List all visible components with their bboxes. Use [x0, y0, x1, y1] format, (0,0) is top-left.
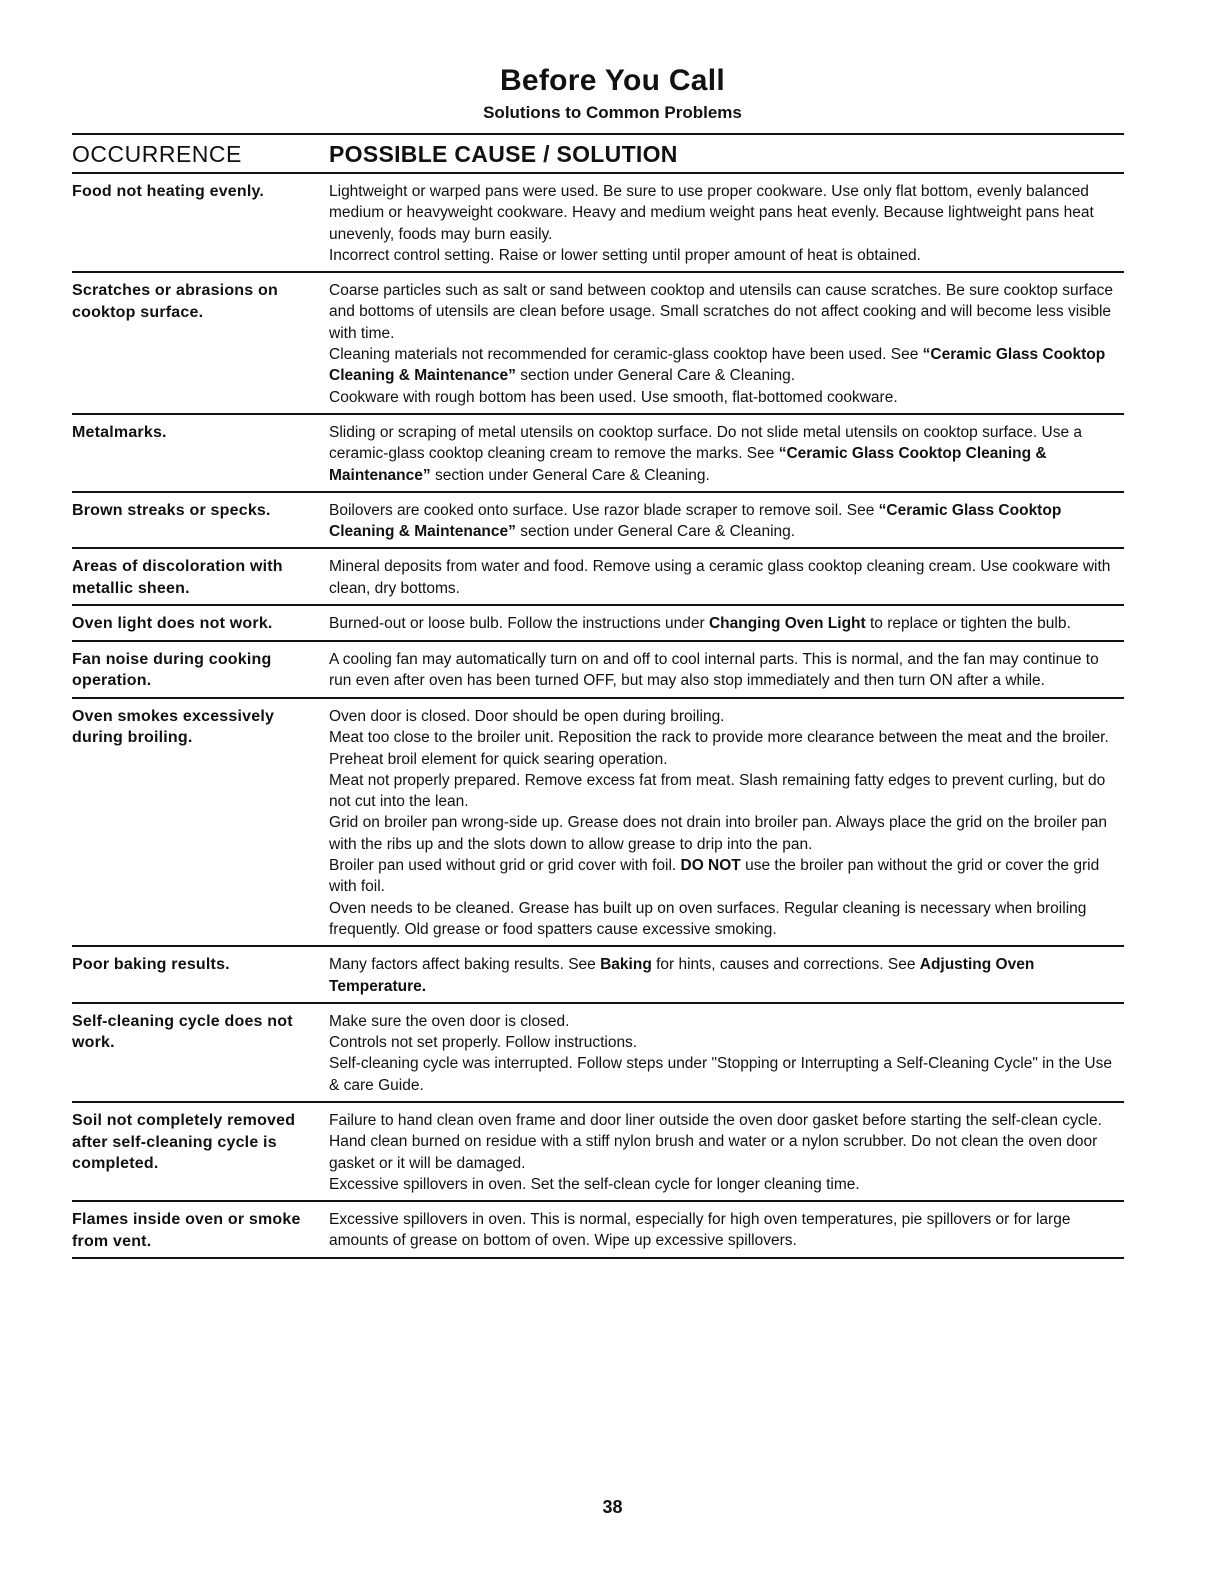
table-row: [72, 945, 1124, 1002]
solution-cell: [329, 613, 1124, 635]
solution-text: Grid on broiler pan wrong-side up. Grease does not drain into broiler pan. Always place the grid on the broiler pan with the ribs up and the slots down to allow grease to drip into the pan.: [329, 814, 1108, 853]
solution-text: Self-cleaning cycle was interrupted. Follow steps under "Stopping or Interrupting a Self-Cleaning Cycle" in the Use & care Guide.: [329, 1055, 1112, 1094]
solution-paragraph: [329, 1011, 1124, 1032]
top-divider: [72, 133, 1124, 135]
solution-text: section under General Care & Cleaning.: [515, 367, 796, 385]
solution-paragraph: [329, 613, 1124, 634]
solution-cell: [329, 181, 1124, 266]
solution-emphasis: “Ceramic Glass Cooktop Cleaning & Maintenance”: [329, 501, 1062, 541]
occurrence-cell: Flames inside oven or smoke from vent.: [72, 1211, 301, 1250]
solution-text: Oven needs to be cleaned. Grease has built up on oven surfaces. Regular cleaning is necessary when broiling frequently. Old grease or food spatters cause excessive smoking.: [329, 899, 1087, 938]
occurrence-cell: Scratches or abrasions on cooktop surface.: [72, 282, 278, 321]
solution-text: for hints, causes and corrections. See: [651, 956, 920, 974]
solution-emphasis: Changing Oven Light: [708, 615, 866, 633]
table-row: [72, 491, 1124, 548]
column-headers: [72, 141, 1124, 173]
occurrence-cell: Food not heating evenly.: [72, 183, 265, 200]
solution-emphasis: DO NOT: [680, 857, 741, 875]
solution-cell: [329, 706, 1124, 940]
solution-paragraph: [329, 280, 1124, 344]
solution-text: Broiler pan used without grid or grid cover with foil.: [329, 857, 681, 875]
solution-paragraph: [329, 500, 1124, 543]
solution-paragraph: [329, 706, 1124, 727]
solution-cell: [329, 954, 1124, 997]
occurrence-cell: Fan noise during cooking operation.: [72, 650, 272, 690]
solution-text: Incorrect control setting. Raise or lower setting until proper amount of heat is obtained.: [329, 246, 921, 264]
solution-text: Meat too close to the broiler unit. Reposition the rack to provide more clearance between the meat and the broiler. Preheat broil element for quick searing operation.: [329, 729, 1109, 768]
solution-paragraph: [329, 855, 1124, 898]
solution-cell: [329, 649, 1124, 692]
table-row: [72, 413, 1124, 491]
solution-text: Excessive spillovers in oven. This is normal, especially for high oven temperatures, pie spillovers or for large amounts of grease on bottom of oven. Wipe up excessive spillovers.: [329, 1211, 1071, 1250]
table-row: [72, 640, 1124, 697]
table-row: [72, 604, 1124, 640]
solution-text: use the broiler pan without the grid or cover the grid with foil.: [329, 857, 1100, 896]
solution-paragraph: [329, 556, 1124, 599]
solution-text: Make sure the oven door is closed.: [329, 1012, 570, 1030]
solution-cell: [329, 500, 1124, 543]
solution-text: to replace or tighten the bulb.: [865, 615, 1071, 633]
solution-text: A cooling fan may automatically turn on and off to cool internal parts. This is normal, and the fan may continue to run even after oven has been turned OFF, but may also stop immediately and then turn ON after a while.: [329, 650, 1099, 690]
solution-emphasis: Adjusting Oven Temperature.: [329, 956, 1035, 995]
troubleshooting-table: [72, 172, 1124, 1259]
solution-column-header: POSSIBLE CAUSE / SOLUTION: [329, 141, 678, 167]
table-row: [72, 1101, 1124, 1200]
table-row: [72, 697, 1124, 945]
occurrence-cell: Oven light does not work.: [72, 615, 273, 633]
solution-text: Burned-out or loose bulb. Follow the instructions under: [329, 615, 709, 633]
solution-paragraph: [329, 1053, 1124, 1096]
table-row: [72, 547, 1124, 604]
page-subtitle: Solutions to Common Problems: [483, 103, 742, 122]
solution-text: section under General Care & Cleaning.: [515, 523, 796, 541]
solution-cell: [329, 280, 1124, 408]
page-number: 38: [602, 1497, 623, 1517]
solution-emphasis: “Ceramic Glass Cooktop Cleaning & Maintenance”: [329, 346, 1106, 385]
occurrence-column-header: OCCURRENCE: [72, 141, 242, 167]
solution-paragraph: [329, 812, 1124, 855]
solution-cell: [329, 1110, 1124, 1195]
solution-cell: [329, 1209, 1124, 1252]
solution-emphasis: “Ceramic Glass Cooktop Cleaning & Maintenance”: [329, 445, 1047, 484]
solution-paragraph: [329, 422, 1124, 486]
occurrence-cell: Poor baking results.: [72, 956, 230, 974]
solution-paragraph: [329, 954, 1124, 997]
solution-text: Many factors affect baking results. See: [329, 956, 601, 974]
solution-paragraph: [329, 1110, 1124, 1174]
solution-paragraph: [329, 181, 1124, 245]
solution-cell: [329, 422, 1124, 486]
table-row: [72, 271, 1124, 413]
solution-cell: [329, 1011, 1124, 1096]
occurrence-cell: Metalmarks.: [72, 423, 167, 441]
solution-text: Controls not set properly. Follow instructions.: [329, 1034, 638, 1052]
solution-text: Lightweight or warped pans were used. Be sure to use proper cookware. Use only flat bottom, evenly balanced medium or heavyweight cookware. Heavy and medium weight pans heat evenly. Because lightweight pans heat unevenly, foods may burn easily.: [329, 183, 1094, 243]
occurrence-cell: Soil not completely removed after self-cleaning cycle is completed.: [72, 1112, 296, 1172]
solution-cell: [329, 556, 1124, 599]
occurrence-cell: Brown streaks or specks.: [72, 501, 271, 519]
solution-text: Cleaning materials not recommended for ceramic-glass cooktop have been used. See: [329, 346, 923, 364]
solution-text: Mineral deposits from water and food. Remove using a ceramic glass cooktop cleaning cream. Use cookware with clean, dry bottoms.: [329, 558, 1111, 597]
solution-text: Oven door is closed. Door should be open during broiling.: [329, 707, 725, 725]
occurrence-cell: Areas of discoloration with metallic sheen.: [72, 558, 283, 597]
solution-text: Boilovers are cooked onto surface. Use razor blade scraper to remove soil. See: [329, 501, 879, 519]
solution-emphasis: Baking: [600, 956, 652, 974]
solution-text: Cookware with rough bottom has been used. Use smooth, flat-bottomed cookware.: [329, 388, 898, 406]
page-title: Before You Call: [499, 64, 726, 97]
solution-paragraph: [329, 770, 1124, 813]
occurrence-cell: Oven smokes excessively during broiling.: [72, 707, 275, 747]
table-row: [72, 1002, 1124, 1101]
solution-paragraph: [329, 245, 1124, 266]
solution-paragraph: [329, 387, 1124, 408]
table-row: [72, 1200, 1124, 1259]
solution-text: Failure to hand clean oven frame and door liner outside the oven door gasket before starting the self-clean cycle. Hand clean burned on residue with a stiff nylon brush and water or a nylon scrubber. Do not clean the oven door gasket or it will be damaged.: [329, 1112, 1102, 1172]
table-row: [72, 172, 1124, 271]
occurrence-cell: Self-cleaning cycle does not work.: [72, 1012, 293, 1052]
solution-paragraph: [329, 1209, 1124, 1252]
solution-paragraph: [329, 1174, 1124, 1195]
solution-text: Excessive spillovers in oven. Set the self-clean cycle for longer cleaning time.: [329, 1175, 860, 1193]
solution-text: Meat not properly prepared. Remove excess fat from meat. Slash remaining fatty edges to prevent curling, but do not cut into the lean.: [329, 771, 1106, 811]
solution-text: Coarse particles such as salt or sand between cooktop and utensils can cause scratches. Be sure cooktop surface and bottoms of utensils are clean before usage. Small scratches do not affect cooking and will become less visible with time.: [329, 282, 1114, 342]
solution-text: Sliding or scraping of metal utensils on cooktop surface. Do not slide metal utensils on cooktop surface. Use a ceramic-glass cooktop cleaning cream to remove the marks. See: [329, 423, 1083, 463]
solution-paragraph: [329, 344, 1124, 387]
solution-text: section under General Care & Cleaning.: [430, 466, 710, 484]
solution-paragraph: [329, 727, 1124, 770]
solution-paragraph: [329, 1032, 1124, 1053]
solution-paragraph: [329, 898, 1124, 941]
solution-paragraph: [329, 649, 1124, 692]
